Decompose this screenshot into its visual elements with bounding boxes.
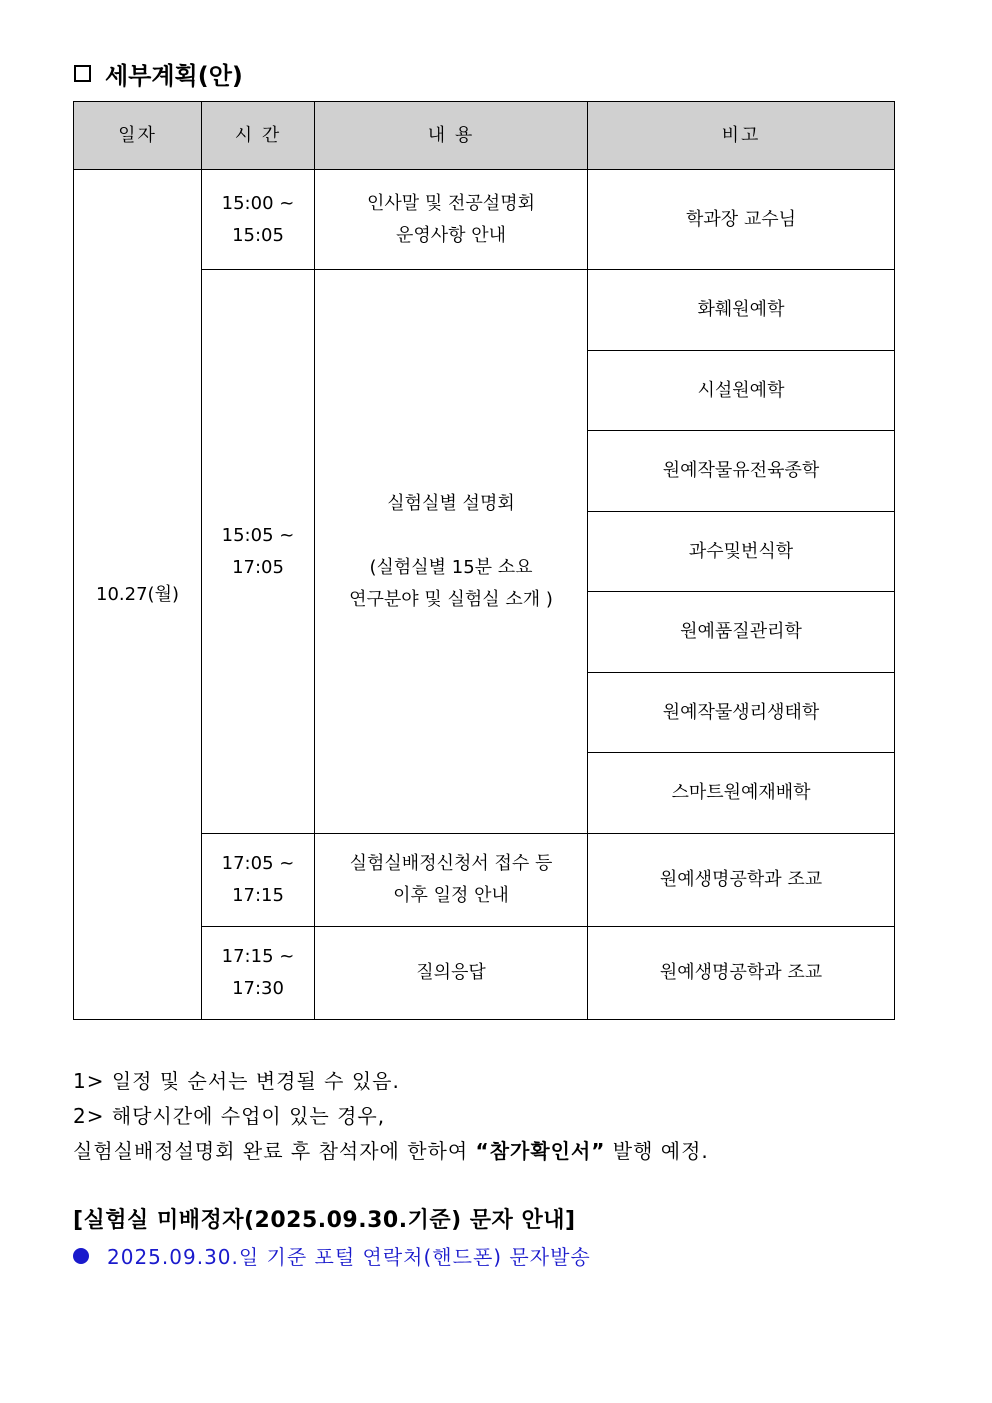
- note-line-2: 2> 해당시간에 수업이 있는 경우,: [73, 1104, 386, 1128]
- section-title: 세부계획(안): [105, 62, 243, 90]
- lab-cell: 과수및번식학: [588, 512, 895, 592]
- bullet-icon: [73, 1248, 89, 1264]
- date-cell: 10.27(월): [74, 170, 202, 1020]
- time-cell: 15:05 ~ 17:05: [202, 270, 315, 834]
- header-time: 시 간: [202, 102, 315, 170]
- note-cell: 원예생명공학과 조교: [588, 834, 895, 927]
- header-date: 일자: [74, 102, 202, 170]
- time-cell: 15:00 ~ 15:05: [202, 170, 315, 270]
- content-cell: 실험실배정신청서 접수 등 이후 일정 안내: [315, 834, 588, 927]
- table-row: [74, 170, 895, 270]
- note-line-3: 실험실배정설명회 완료 후 참석자에 한하여 “참가확인서” 발행 예정.: [73, 1139, 709, 1163]
- sms-title: [실험실 미배정자(2025.09.30.기준) 문자 안내]: [73, 1208, 576, 1233]
- section-heading: [74, 56, 243, 91]
- note-cell: 원예생명공학과 조교: [588, 927, 895, 1020]
- lab-cell: 원예작물생리생태학: [588, 673, 895, 753]
- certificate-label: “참가확인서”: [475, 1139, 606, 1163]
- checkbox-icon: [74, 65, 91, 82]
- header-content: 내 용: [315, 102, 588, 170]
- notes-block: [73, 1064, 709, 1169]
- table-header-row: [74, 102, 895, 170]
- note-line-1: 1> 일정 및 순서는 변경될 수 있음.: [73, 1069, 400, 1093]
- lab-cell: 시설원예학: [588, 351, 895, 431]
- header-note: 비고: [588, 102, 895, 170]
- schedule-table: [73, 101, 895, 1020]
- time-cell: 17:05 ~ 17:15: [202, 834, 315, 927]
- lab-cell: 스마트원예재배학: [588, 753, 895, 834]
- content-cell: 질의응답: [315, 927, 588, 1020]
- note-cell: 학과장 교수님: [588, 170, 895, 270]
- lab-cell: 화훼원예학: [588, 270, 895, 351]
- sms-bullet-item: [73, 1241, 591, 1270]
- content-cell: 인사말 및 전공설명회 운영사항 안내: [315, 170, 588, 270]
- sms-bullet-text: 2025.09.30.일 기준 포털 연락처(핸드폰) 문자발송: [107, 1245, 591, 1269]
- lab-cell: 원예작물유전육종학: [588, 431, 895, 512]
- time-cell: 17:15 ~ 17:30: [202, 927, 315, 1020]
- lab-cell: 원예품질관리학: [588, 592, 895, 673]
- content-cell: 실험실별 설명회 (실험실별 15분 소요 연구분야 및 실험실 소개 ): [315, 270, 588, 834]
